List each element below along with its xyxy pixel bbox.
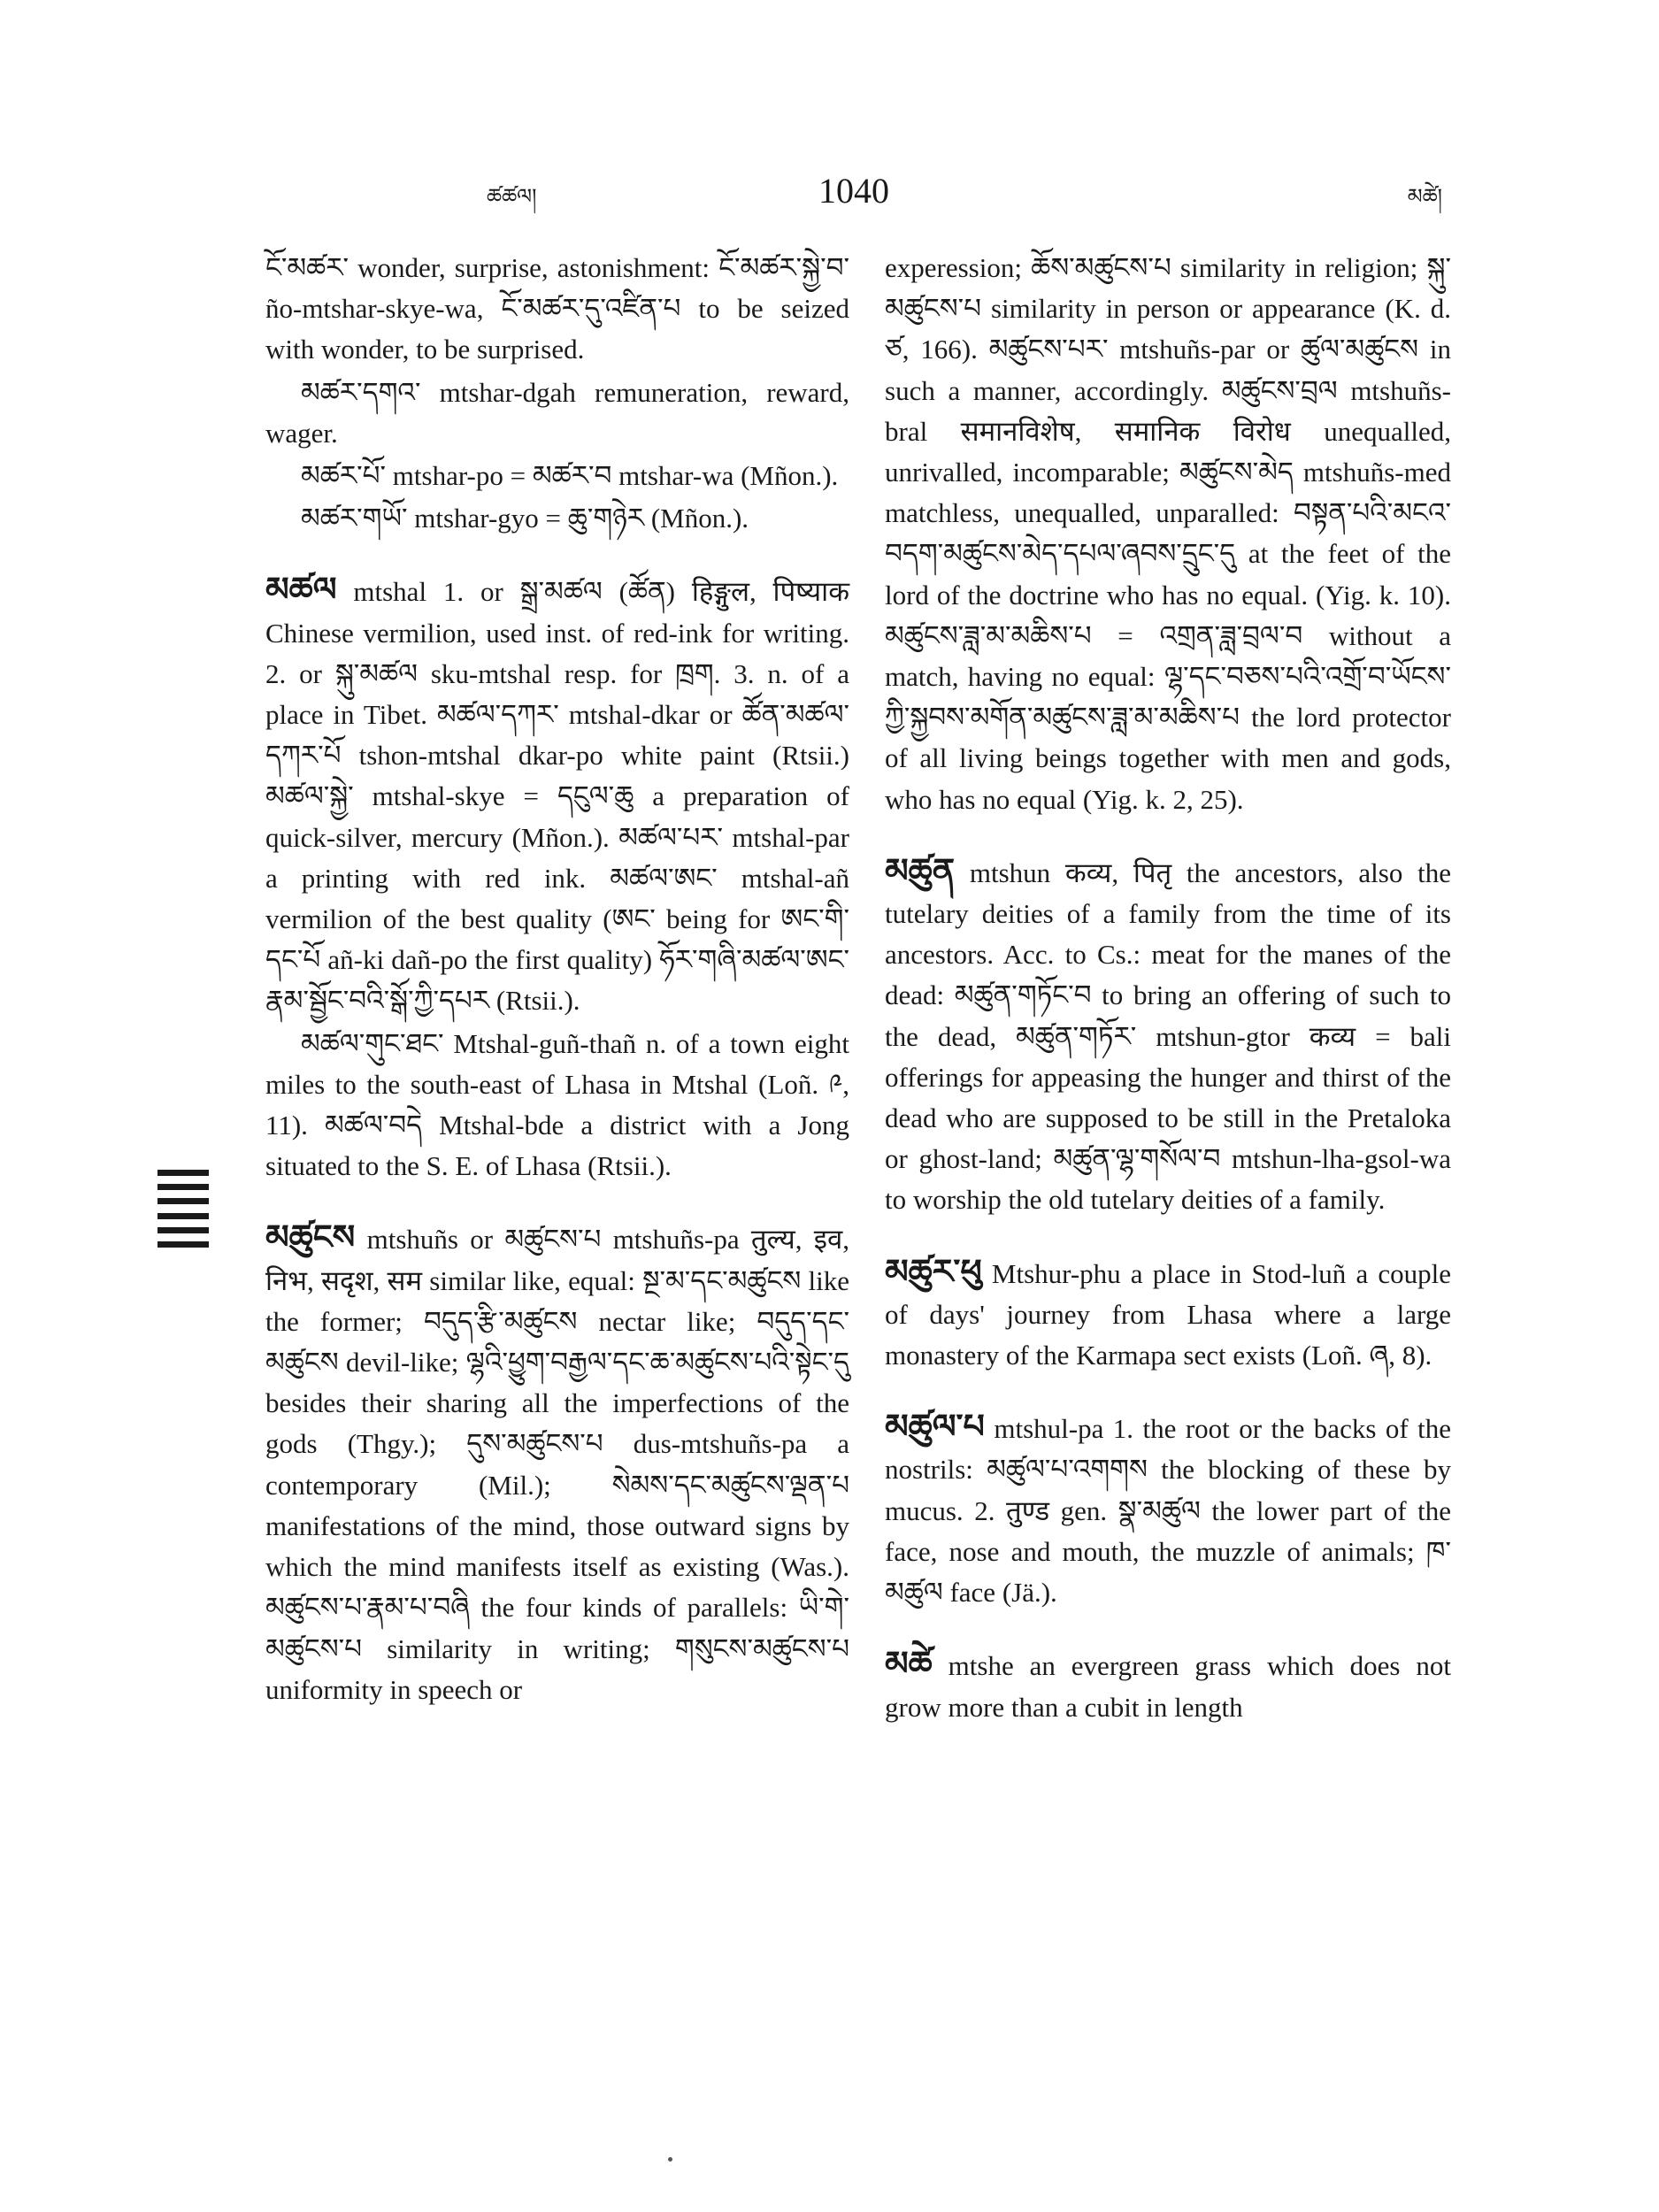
entry-text: mtshul-pa 1. the root or the backs of the nostrils: མཚུལ་པ་འགགས the blocking of these by mucus. 2. तुण्ड gen. སྣ་མཚུལ the lower part of the face, nose and mouth, the muzzle of animals; ཁ་མཚུལ face (Jä.). bbox=[885, 1413, 1451, 1609]
running-head-left: ཚཚལ། bbox=[487, 184, 537, 209]
dictionary-entry bbox=[885, 1251, 1451, 1377]
entry-text: mtshun कव्य, पितृ the ancestors, also the tutelary deities of a family from the time of its ancestors. Acc. to Cs.: meat for the manes of the dead: མཚུན་གཏོང་བ to bring an offering of such to the dead, མཚུན་གཏོར་ mtshun-gtor कव्य = bali offerings for appeasing the hunger and thirst of the dead who are supposed to be still in the Pretaloka or ghost-land; མཚུན་ལྷ་གསོལ་བ mtshun-lha-gsol-wa to worship the old tutelary deities of a family. bbox=[885, 856, 1451, 1216]
headword: མཚུར་ཕུ bbox=[885, 1251, 982, 1291]
dictionary-entry bbox=[885, 850, 1451, 1221]
entry-text: Mtshur-phu a place in Stod-luñ a couple of days' journey from Lhasa where a large monastery of the Karmapa sect exists (Loñ. ཞ, 8). bbox=[885, 1257, 1451, 1371]
right-column bbox=[885, 248, 1451, 1730]
running-head-right: མཚེ། bbox=[1407, 184, 1442, 209]
left-column bbox=[265, 248, 849, 1712]
entry-text: ངོ་མཚར་ wonder, surprise, astonishment: ངོ་མཚར་སྐྱེ་བ་ ño-mtshar-skye-wa, ངོ་མཚར་དུ་འཛིན་པ to be seized with wonder, to be surprised. bbox=[265, 252, 849, 365]
dictionary-entry bbox=[885, 1643, 1451, 1727]
headword: མཚལ bbox=[265, 570, 337, 610]
dictionary-entry bbox=[885, 1406, 1451, 1613]
entry-text: མཚལ་གུང་ཐང་ Mtshal-guñ-thañ n. of a town eight miles to the south-east of Lhasa in Mtshal (Loñ. ༩, 11). མཚལ་བདེ Mtshal-bde a district with a Jong situated to the S. E. of Lhasa (Rtsii.). bbox=[265, 1027, 849, 1182]
speck bbox=[668, 2157, 672, 2162]
page-number: 1040 bbox=[818, 171, 889, 211]
entry-text: experession; ཆོས་མཚུངས་པ similarity in religion; སྐུ་མཚུངས་པ similarity in person or appearance (K. d. ཙ, 166). མཚུངས་པར་ mtshuñs-par or ཚུལ་མཚུངས in such a manner, accordingly. མཚུངས་བྲལ mtshuñs-bral समानविशेष, समानिक विरोध unequalled, unrivalled, incomparable; མཚུངས་མེད mtshuñs-med matchless, unequalled, unparalled: བསྟན་པའི་མངའ་བདག་མཚུངས་མེད་དཔལ་ཞབས་དྲུང་དུ at the feet of the lord of the doctrine who has no equal. (Yig. k. 10). མཚུངས་ཟླ་མ་མཆིས་པ = འགྲན་ཟླ་བྲལ་བ without a match, having no equal: ལྷ་དང་བཅས་པའི་འགྲོ་བ་ཡོངས་ཀྱི་སྐྱབས་མགོན་མཚུངས་ཟླ་མ་མཆིས་པ the lord protector of all living beings together with men and gods, who has no equal (Yig. k. 2, 25). bbox=[885, 252, 1451, 815]
dictionary-entry bbox=[265, 569, 849, 1021]
entry-text: མཚར་པོ་ mtshar-po = མཚར་བ mtshar-wa (Mñon.). bbox=[301, 460, 839, 492]
entry-text: མཚར་དགའ་ mtshar-dgah remuneration, reward, wager. bbox=[265, 376, 849, 449]
headword: མཚུལ་པ bbox=[885, 1407, 985, 1447]
entry-text: mtshuñs or མཚུངས་པ mtshuñs-pa तुल्य, इव, निभ, सदृश, सम similar like, equal: སྔ་མ་དང་མཚུངས like the former; བདུད་རྩི་མཚུངས nectar like; བདུད་དང་མཚུངས devil-like; ལྷའི་ཕྱུག་བརྒྱལ་དང་ཆ་མཚུངས་པའི་སྟེང་དུ besides their sharing all the imperfections of the gods (Thgy.); དུས་མཚུངས་པ dus-mtshuñs-pa a contemporary (Mil.); སེམས་དང་མཚུངས་ལྡན་པ manifestations of the mind, those outward signs by which the mind manifests itself as existing (Was.). མཚུངས་པ་རྣམ་པ་བཞི the four kinds of parallels: ཡི་གེ་མཚུངས་པ similarity in writing; གསུངས་མཚུངས་པ uniformity in speech or bbox=[265, 1224, 849, 1705]
entry-text: མཚར་གཡོ་ mtshar-gyo = ཆུ་གཉེར (Mñon.). bbox=[301, 503, 749, 534]
headword: མཚེ bbox=[885, 1644, 933, 1684]
entry-text: mtshe an evergreen grass which does not grow more than a cubit in length bbox=[885, 1650, 1451, 1723]
dictionary-entry bbox=[265, 1217, 849, 1709]
headword: མཚུངས bbox=[265, 1217, 356, 1257]
headword: མཚུན bbox=[885, 850, 956, 890]
margin-letter-icon bbox=[157, 1170, 209, 1248]
page-header bbox=[265, 173, 1442, 227]
entry-text: mtshal 1. or སྒྲ་མཚལ (ཚོན) हिङ्गुल, पिष्याक Chinese vermilion, used inst. of red-ink for writing. 2. or སྐུ་མཚལ sku-mtshal resp. for ཁྲག. 3. n. of a place in Tibet. མཚལ་དཀར་ mtshal-dkar or ཚོན་མཚལ་དཀར་པོ tshon-mtshal dkar-po white paint (Rtsii.) མཚལ་སྐྱེ་ mtshal-skye = དངུལ་ཆུ a preparation of quick-silver, mercury (Mñon.). མཚལ་པར་ mtshal-par a printing with red ink. མཚལ་ཨང་ mtshal-añ vermilion of the best quality (ཨང་ being for ཨང་གི་དང་པོ añ-ki dañ-po the first quality) ཧོར་གཞི་མཚལ་ཨང་རྣམ་སྦྱོང་བའི་སྒོ་ཀྱི་དཔར (Rtsii.). bbox=[265, 576, 849, 1017]
